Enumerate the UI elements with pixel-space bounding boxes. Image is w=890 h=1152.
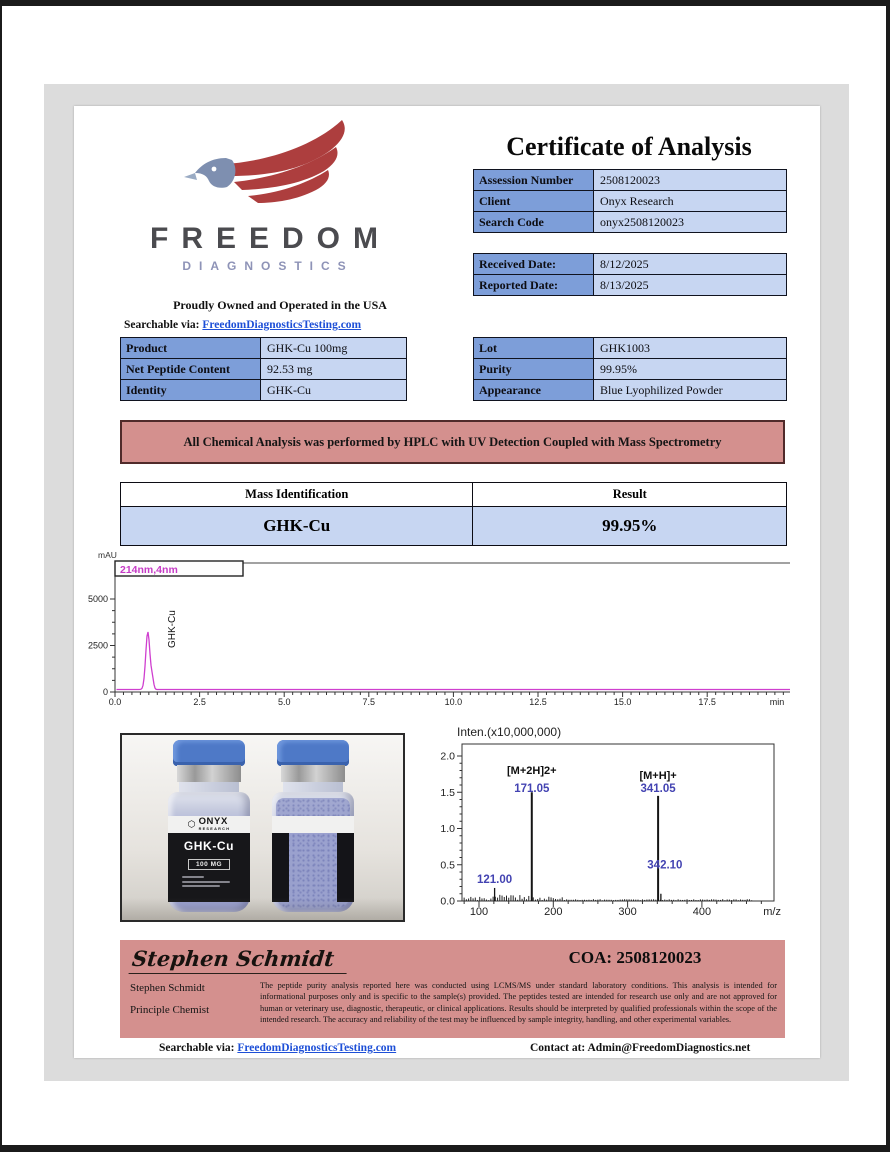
search-code-label: Search Code [474,212,594,232]
searchable-link[interactable]: FreedomDiagnosticsTesting.com [202,319,362,331]
svg-text:mAU: mAU [98,550,117,560]
result-header: Result [473,483,786,506]
mass-spectrum-chart [434,722,784,922]
svg-text:100: 100 [469,906,489,918]
vial-cap [173,740,245,766]
svg-text:[M+H]+: [M+H]+ [639,770,677,782]
table-row [474,274,786,295]
company-name: FREEDOM [150,222,391,255]
chemist-name: Stephen Schmidt [130,982,205,994]
company-subname: DIAGNOSTICS [182,259,354,273]
reported-date-label: Reported Date: [474,275,594,295]
svg-text:GHK-Cu: GHK-Cu [166,610,178,648]
received-date-value: 8/12/2025 [594,254,786,274]
mass-id-header: Mass Identification [121,483,473,506]
svg-text:0.5: 0.5 [440,859,455,872]
company-tagline: Proudly Owned and Operated in the USA [173,298,387,312]
mass-identification-table [120,482,787,546]
table-row [121,379,406,400]
svg-text:[M+2H]2+: [M+2H]2+ [507,765,557,777]
searchable-prefix: Searchable via: [124,319,200,331]
svg-text:5.0: 5.0 [277,697,291,707]
accession-number-value: 2508120023 [594,170,786,190]
net-peptide-label: Net Peptide Content [121,359,261,379]
certificate-title: Certificate of Analysis [506,132,752,161]
table-row [474,211,786,232]
product-value: GHK-Cu 100mg [261,338,406,358]
svg-text:0: 0 [102,687,108,697]
received-date-label: Received Date: [474,254,594,274]
table-row [121,338,406,358]
purity-label: Purity [474,359,594,379]
table-row [121,506,786,545]
lot-value: GHK1003 [594,338,786,358]
svg-text:171.05: 171.05 [514,783,550,795]
svg-text:17.5: 17.5 [698,697,716,707]
vial-back [268,740,358,916]
net-peptide-value: 92.53 mg [261,359,406,379]
chemist-title: Principle Chemist [130,1004,210,1016]
certificate-page [74,106,820,1058]
vial-label-edge [337,833,354,902]
analysis-method-banner: All Chemical Analysis was performed by HPLC with UV Detection Coupled with Mass Spectrometry [120,420,785,464]
table-header-row [121,483,786,506]
hplc-chromatogram-chart [88,550,798,715]
footer-contact: Contact at: Admin@FreedomDiagnostics.net [530,1042,751,1054]
svg-text:214nm,4nm: 214nm,4nm [120,564,178,576]
svg-text:7.5: 7.5 [362,697,376,707]
reported-date-value: 8/13/2025 [594,275,786,295]
signature-script: Stephen Schmidt [129,946,350,974]
signature-block [120,940,785,1038]
table-row [474,190,786,211]
svg-text:12.5: 12.5 [529,697,547,707]
vial-label-back [272,816,354,902]
svg-text:5000: 5000 [88,594,108,604]
vial-label [168,816,250,902]
svg-text:2.0: 2.0 [440,750,455,763]
footer-search-prefix: Searchable via: [159,1042,235,1054]
svg-text:400: 400 [692,906,712,918]
vial-collar [281,765,345,782]
photo-floor-shadow [122,898,403,920]
lot-table [473,337,787,401]
dates-table [473,253,787,296]
lot-label: Lot [474,338,594,358]
svg-text:min: min [769,697,785,707]
client-label: Client [474,191,594,211]
identity-label: Identity [121,380,261,400]
table-row [474,358,786,379]
vial-fine-print [182,876,236,887]
product-vial-photo [120,733,405,922]
svg-text:0.0: 0.0 [108,697,122,707]
eagle-flag-logo-icon [164,116,364,222]
product-label: Product [121,338,261,358]
onyx-hexagon-icon: ⬡ [187,819,196,830]
vial-label-edge [272,833,289,902]
footer-search-link[interactable]: FreedomDiagnosticsTesting.com [237,1042,397,1054]
table-row [121,358,406,379]
accession-number-label: Assession Number [474,170,594,190]
svg-text:15.0: 15.0 [613,697,632,707]
svg-text:121.00: 121.00 [477,873,513,886]
svg-text:0.0: 0.0 [440,895,455,908]
table-row [474,338,786,358]
appearance-label: Appearance [474,380,594,400]
svg-text:2500: 2500 [88,640,108,651]
vial-dose-badge: 100 MG [188,859,230,870]
svg-text:341.05: 341.05 [640,783,676,795]
svg-text:m/z: m/z [763,906,781,918]
searchable-line [124,319,361,331]
svg-text:2.5: 2.5 [193,697,206,707]
identity-value: GHK-Cu [261,380,406,400]
search-code-value: onyx2508120023 [594,212,786,232]
vial-label-body [168,833,250,902]
appearance-value: Blue Lyophilized Powder [594,380,786,400]
vial-brand-band [168,816,250,833]
vial-brand-band [272,816,354,833]
svg-text:300: 300 [618,906,637,918]
table-row [474,254,786,274]
disclaimer-text: The peptide purity analysis reported here was conducted using LCMS/MS under standard laboratory conditions. This analysis is intended for informational purposes only and is specific to the sample(s) provided. The peptides tested are intended for research use only and are not approved for human or veterinary use, diagnostic, therapeutic, or clinical applications. Results should be interpreted by qualified professionals within the scope of the intended research. The accuracy and reliability of the test may be influenced by sample integrity, handling, and other experimental variables. [260,981,777,1024]
vial-brand-name: ONYX [198,816,228,828]
svg-text:Inten.(x10,000,000): Inten.(x10,000,000) [457,725,562,739]
purity-value: 99.95% [594,359,786,379]
vial-front [164,740,254,916]
table-row [474,170,786,190]
vial-cap [277,740,349,766]
svg-text:10.0: 10.0 [444,697,463,707]
vial-collar [177,765,241,782]
result-value: 99.95% [473,507,786,545]
product-table [120,337,407,401]
footer-searchable [159,1042,396,1054]
vial-brand-subname: RESEARCH [198,826,231,831]
vial-product-name: GHK-Cu [183,839,235,853]
svg-text:1.0: 1.0 [440,823,455,835]
coa-number: COA: 2508120023 [568,948,702,967]
svg-text:1.5: 1.5 [440,786,455,799]
mass-id-value: GHK-Cu [121,507,473,545]
table-row [474,379,786,400]
svg-text:342.10: 342.10 [647,859,683,872]
svg-text:200: 200 [544,906,563,918]
client-value: Onyx Research [594,191,786,211]
accession-table [473,169,787,233]
